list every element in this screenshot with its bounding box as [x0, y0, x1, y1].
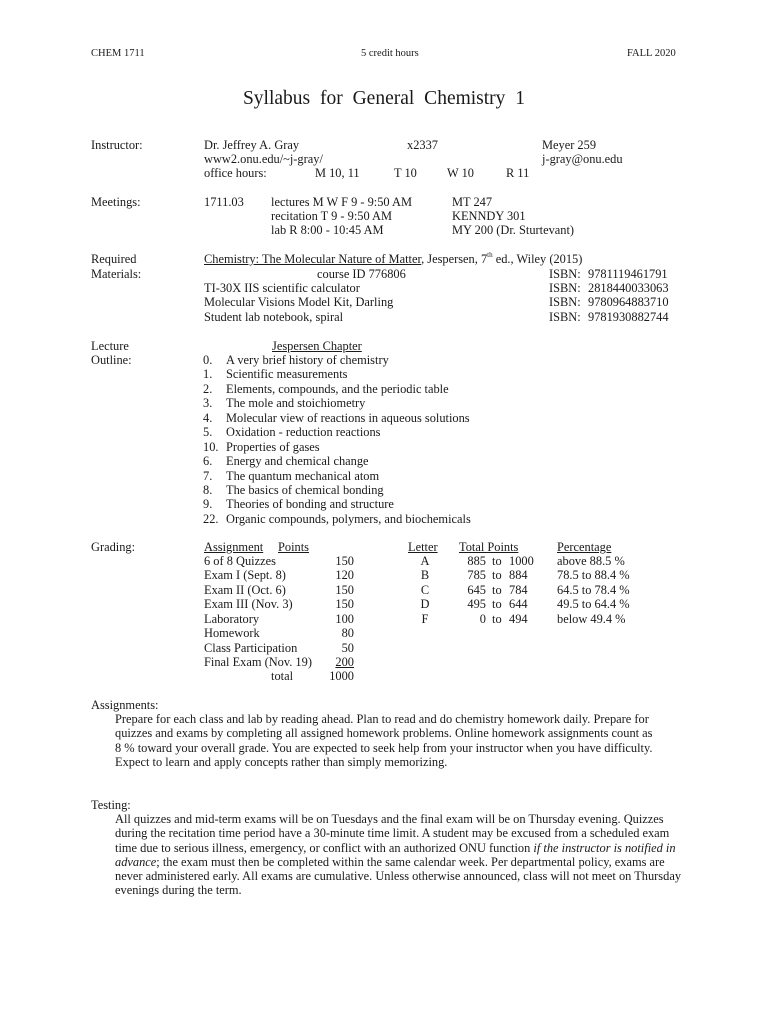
textbook-title: Chemistry: The Molecular Nature of Matter	[204, 252, 422, 266]
textbook-line	[204, 252, 582, 266]
textbook-publisher: ed., Wiley (2015)	[492, 252, 583, 266]
grade-row	[400, 612, 640, 626]
grade-scale-table	[400, 554, 640, 626]
assignment-points: 100	[335, 611, 354, 626]
meeting-lab-time: lab R 8:00 - 10:45 AM	[271, 223, 384, 237]
term: FALL 2020	[627, 48, 676, 59]
office-hours-thu: R 11	[506, 166, 530, 180]
assignment-header: Assignment	[204, 540, 264, 554]
testing-text-b: ; the exam must then be completed within the same calendar week. Per departmental policy, exams are never administered early. All exams are cumulative. Unless otherwise announced, class will not meet on Thursday evenings during the term.	[115, 854, 682, 898]
material-model-kit: Molecular Visions Model Kit, Darling	[204, 295, 394, 309]
grade-high: 1000	[509, 554, 534, 568]
assignment-table	[204, 554, 354, 670]
assignment-points: 80	[341, 626, 354, 641]
lecture-item-number: 0.	[203, 353, 213, 367]
assignment-name: Exam II (Oct. 6)	[204, 582, 286, 597]
isbn-course-id: 9781119461791	[588, 267, 668, 281]
instructor-email[interactable]: j-gray@onu.edu	[542, 152, 623, 166]
assignment-name: Laboratory	[204, 611, 260, 626]
meeting-lecture-room: MT 247	[452, 195, 493, 209]
percentage-header: Percentage	[557, 540, 612, 554]
grade-low: 885	[467, 554, 486, 568]
instructor-name: Dr. Jeffrey A. Gray	[204, 138, 300, 152]
lecture-label-2: Outline:	[91, 353, 132, 367]
instructor-office: Meyer 259	[542, 138, 597, 152]
instructor-label: Instructor:	[91, 138, 143, 152]
assignment-row	[204, 554, 354, 568]
lecture-item-title: Scientific measurements	[226, 367, 348, 382]
office-hours-label: office hours:	[204, 166, 267, 180]
total-label: total	[271, 669, 294, 683]
grade-low: 645	[467, 582, 486, 597]
testing-label: Testing:	[91, 798, 131, 812]
assignment-points: 120	[335, 568, 354, 583]
isbn-label: ISBN:	[549, 267, 581, 281]
section-number: 1711.03	[204, 195, 244, 209]
points-header: Points	[278, 540, 309, 554]
testing-text	[115, 812, 685, 898]
assignment-row	[204, 568, 354, 582]
lecture-item-title: Properties of gases	[226, 439, 320, 454]
grade-percentage: below 49.4 %	[557, 611, 626, 626]
credit-hours: 5 credit hours	[361, 48, 419, 59]
meeting-recitation-room: KENNDY 301	[452, 209, 526, 223]
grade-percentage: 49.5 to 64.4 %	[557, 597, 630, 612]
lecture-item-number: 9.	[203, 497, 213, 512]
grade-high: 644	[509, 597, 528, 612]
grade-to: to	[492, 582, 502, 597]
assignment-row	[204, 583, 354, 597]
assignment-points: 200	[335, 655, 354, 670]
total-points: 1000	[329, 669, 354, 683]
grade-high: 884	[509, 568, 528, 583]
lecture-item-number: 1.	[203, 367, 213, 382]
assignment-points: 150	[335, 582, 354, 597]
lecture-item-title: A very brief history of chemistry	[226, 353, 389, 367]
materials-label-2: Materials:	[91, 267, 142, 281]
letter-header: Letter	[408, 540, 438, 554]
lecture-item-title: Organic compounds, polymers, and biochemicals	[226, 511, 471, 526]
grade-row	[400, 568, 640, 582]
lecture-item-number: 2.	[203, 381, 213, 396]
material-notebook: Student lab notebook, spiral	[204, 310, 344, 324]
isbn-label: ISBN:	[549, 310, 581, 324]
lecture-item-number: 5.	[203, 425, 213, 440]
lecture-heading: Jespersen Chapter	[272, 339, 362, 353]
assignments-text: Prepare for each class and lab by reading ahead. Plan to read and do chemistry homework daily. Prepare for quizzes and exams by completing all assigned homework problems. Online homework assignments count as 8 % toward your overall grade. You are expected to seek help from your instructor when you have difficulty. Expect to learn and apply concepts rather than simply memorizing.	[115, 712, 653, 769]
isbn-label: ISBN:	[549, 295, 581, 309]
assignment-row	[204, 597, 354, 611]
grade-to: to	[492, 568, 502, 583]
grade-letter: C	[420, 582, 430, 597]
assignment-row	[204, 612, 354, 626]
lecture-item-title: Molecular view of reactions in aqueous solutions	[226, 410, 470, 425]
isbn-label: ISBN:	[549, 281, 581, 295]
isbn-notebook: 9781930882744	[588, 310, 669, 324]
grading-label: Grading:	[91, 540, 136, 554]
meeting-lecture-time: lectures M W F 9 - 9:50 AM	[271, 195, 412, 209]
isbn-model-kit: 9780964883710	[588, 295, 669, 309]
lecture-item-title: Oxidation - reduction reactions	[226, 425, 381, 440]
page-title: Syllabus for General Chemistry 1	[242, 88, 526, 109]
grade-low: 0	[479, 611, 486, 626]
grade-to: to	[492, 597, 502, 612]
lecture-item-title: The mole and stoichiometry	[226, 396, 366, 411]
material-course-id: course ID 776806	[317, 267, 406, 281]
assignment-name: Class Participation	[204, 640, 298, 655]
lecture-item-number: 7.	[203, 468, 213, 483]
lecture-item-title: The quantum mechanical atom	[226, 468, 380, 483]
grade-low: 495	[467, 597, 486, 612]
meetings-label: Meetings:	[91, 195, 141, 209]
assignment-row	[204, 641, 354, 655]
lecture-item-title: The basics of chemical bonding	[226, 482, 384, 497]
assignment-points: 150	[335, 597, 354, 612]
material-calculator: TI-30X IIS scientific calculator	[204, 281, 360, 295]
isbn-calculator: 2818440033063	[588, 281, 669, 295]
grade-percentage: 78.5 to 88.4 %	[557, 568, 630, 583]
grade-percentage: above 88.5 %	[557, 554, 625, 568]
lecture-item-number: 4.	[203, 410, 213, 425]
grade-high: 784	[509, 582, 528, 597]
assignment-points: 50	[341, 640, 354, 655]
edition-suffix: th	[487, 251, 493, 259]
lecture-item-number: 10.	[203, 439, 219, 454]
assignment-name: Exam III (Nov. 3)	[204, 597, 293, 612]
grade-letter: F	[421, 611, 429, 626]
grade-to: to	[492, 611, 502, 626]
assignment-points: 150	[335, 554, 354, 568]
grade-letter: A	[420, 554, 430, 568]
materials-label-1: Required	[91, 252, 137, 266]
assignment-name: 6 of 8 Quizzes	[204, 554, 276, 568]
lecture-item-number: 8.	[203, 482, 213, 497]
grade-letter: B	[420, 568, 430, 583]
assignments-label: Assignments:	[91, 698, 159, 712]
grade-row	[400, 554, 640, 568]
lecture-label-1: Lecture	[91, 339, 129, 353]
office-hours-mon: M 10, 11	[315, 166, 360, 180]
lecture-item-number: 3.	[203, 396, 213, 411]
assignment-row	[204, 655, 354, 669]
grade-to: to	[492, 554, 502, 568]
grade-percentage: 64.5 to 78.4 %	[557, 582, 630, 597]
lecture-item-title: Energy and chemical change	[226, 454, 369, 469]
grade-row	[400, 597, 640, 611]
course-code: CHEM 1711	[91, 48, 145, 59]
lecture-item-number: 22.	[203, 511, 219, 526]
meeting-lab-room: MY 200 (Dr. Sturtevant)	[452, 223, 575, 237]
testing-text-italic: if the instructor is notified in advance	[115, 840, 676, 869]
instructor-website[interactable]: www2.onu.edu/~j-gray/	[204, 152, 323, 166]
lecture-item-title: Elements, compounds, and the periodic table	[226, 381, 449, 396]
textbook-author: , Jespersen, 7	[421, 252, 488, 266]
grade-low: 785	[467, 568, 486, 583]
assignment-name: Exam I (Sept. 8)	[204, 568, 286, 583]
instructor-ext: x2337	[407, 138, 438, 152]
lecture-item-number: 6.	[203, 454, 213, 469]
office-hours-wed: W 10	[447, 166, 474, 180]
office-hours-tue: T 10	[394, 166, 417, 180]
grade-row	[400, 583, 640, 597]
meeting-recitation-time: recitation T 9 - 9:50 AM	[271, 209, 393, 223]
testing-text-a: All quizzes and mid-term exams will be on Tuesdays and the final exam will be on Thursday evening. Quizzes during the recitation time period have a 30-minute time limit. A student may be excused from a scheduled exam time due to serious illness, emergency, or conflict with an authorized ONU function	[115, 812, 670, 855]
assignment-name: Final Exam (Nov. 19)	[204, 655, 312, 670]
grade-high: 494	[509, 611, 528, 626]
total-points-header: Total Points	[459, 540, 519, 554]
assignment-row	[204, 626, 354, 640]
lecture-item-title: Theories of bonding and structure	[226, 497, 394, 512]
assignment-name: Homework	[204, 626, 260, 641]
grade-letter: D	[420, 597, 430, 612]
